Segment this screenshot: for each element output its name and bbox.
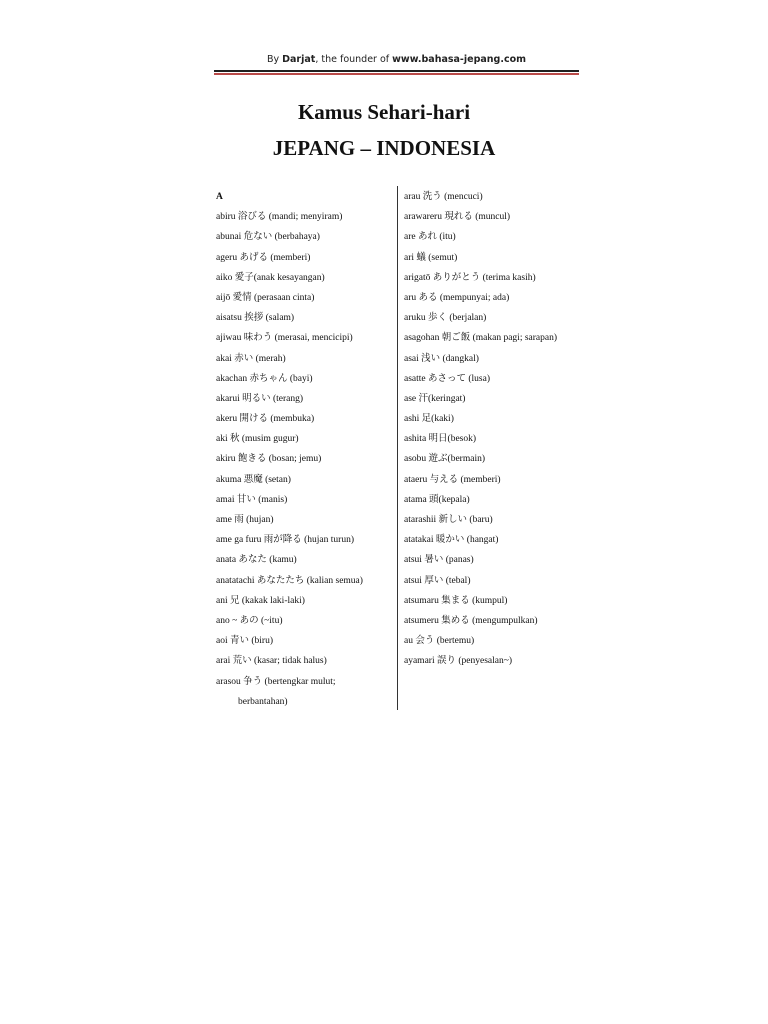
dictionary-entry: aiko 愛子(anak kesayangan) bbox=[216, 272, 325, 283]
header-by: By bbox=[266, 54, 283, 65]
dictionary-entry: ageru あげる (memberi) bbox=[216, 252, 311, 263]
header-site-link[interactable]: www.bahasa-jepang.com bbox=[392, 54, 527, 65]
dictionary-entry: arau 洗う (mencuci) bbox=[404, 192, 483, 202]
dictionary-entry: atarashii 新しい (baru) bbox=[404, 515, 493, 525]
dictionary-entry: ayamari 誤り (penyesalan~) bbox=[404, 656, 513, 667]
page-header bbox=[214, 54, 579, 65]
header-rule-red bbox=[214, 73, 579, 75]
dictionary-entry: akiru 飽きる (bosan; jemu) bbox=[216, 454, 322, 465]
dictionary-entry: akachan 赤ちゃん (bayi) bbox=[216, 373, 313, 384]
dictionary-entry: ari 蟻 (semut) bbox=[404, 252, 458, 263]
dictionary-entry: abunai 危ない (berbahaya) bbox=[216, 232, 320, 243]
dictionary-entry: asatte あさって (lusa) bbox=[404, 373, 491, 384]
dictionary-entry: akarui 明るい (terang) bbox=[216, 393, 304, 404]
dictionary-entry: abiru 浴びる (mandi; menyiram) bbox=[216, 212, 343, 223]
dictionary-entry: ataeru 与える (memberi) bbox=[404, 474, 501, 485]
dictionary-entry: atama 頭(kepala) bbox=[404, 494, 470, 505]
dictionary-entry: ame ga furu 雨が降る (hujan turun) bbox=[216, 535, 354, 546]
dictionary-entry: ashita 明日(besok) bbox=[404, 434, 477, 445]
dictionary-entry: akuma 悪魔 (setan) bbox=[216, 474, 291, 485]
header-mid: , the founder of bbox=[315, 54, 393, 65]
dictionary-entry: akai 赤い (merah) bbox=[216, 353, 286, 364]
dictionary-entry: atsumaru 集まる (kumpul) bbox=[404, 595, 508, 606]
dictionary-entry: aoi 青い (biru) bbox=[216, 636, 273, 647]
dictionary-entry: akeru 開ける (membuka) bbox=[216, 414, 315, 425]
dictionary-entry: aki 秋 (musim gugur) bbox=[216, 434, 299, 445]
dictionary-entry: ashi 足(kaki) bbox=[404, 414, 454, 425]
dictionary-entry: aruku 歩く (berjalan) bbox=[404, 313, 487, 324]
dictionary-entry: arasou 争う (bertengkar mulut; bbox=[216, 676, 336, 687]
dictionary-entry: ame 雨 (hujan) bbox=[216, 515, 274, 525]
dictionary-entry: arigatō ありがとう (terima kasih) bbox=[404, 272, 536, 283]
dictionary-entry: ano ~ あの (~itu) bbox=[216, 615, 283, 626]
page-subtitle: JEPANG – INDONESIA bbox=[272, 136, 496, 160]
dictionary-entry: ajiwau 味わう (merasai, mencicipi) bbox=[216, 333, 353, 344]
page-title: Kamus Sehari-hari bbox=[297, 100, 471, 124]
dictionary-entry-continued: berbantahan) bbox=[238, 696, 288, 707]
dictionary-entry: asai 浅い (dangkal) bbox=[404, 353, 479, 364]
dictionary-entry: aijō 愛情 (perasaan cinta) bbox=[216, 292, 315, 303]
dictionary-entry: anatatachi あなたたち (kalian semua) bbox=[216, 575, 363, 586]
section-letter: A bbox=[216, 192, 223, 202]
dictionary-entry: atsui 厚い (tebal) bbox=[404, 575, 471, 586]
dictionary-entry: asobu 遊ぶ(bermain) bbox=[404, 454, 485, 465]
right-column bbox=[404, 187, 584, 672]
header-author: Darjat bbox=[282, 54, 316, 65]
dictionary-entry: anata あなた (kamu) bbox=[216, 555, 297, 566]
dictionary-entry: are あれ (itu) bbox=[404, 232, 456, 243]
dictionary-entry: atsumeru 集める (mengumpulkan) bbox=[404, 615, 538, 626]
dictionary-entry: amai 甘い (manis) bbox=[216, 494, 288, 505]
column-divider bbox=[397, 186, 398, 710]
left-column bbox=[216, 187, 392, 712]
dictionary-entry: arawareru 現れる (muncul) bbox=[404, 212, 511, 223]
dictionary-entry: atatakai 暖かい (hangat) bbox=[404, 535, 499, 546]
dictionary-entry: ase 汗(keringat) bbox=[404, 393, 466, 404]
dictionary-entry: aru ある (mempunyai; ada) bbox=[404, 292, 510, 303]
dictionary-entry: atsui 暑い (panas) bbox=[404, 555, 474, 566]
dictionary-entry: ani 兄 (kakak laki-laki) bbox=[216, 595, 305, 606]
dictionary-entry: au 会う (bertemu) bbox=[404, 636, 475, 647]
dictionary-entry: arai 荒い (kasar; tidak halus) bbox=[216, 656, 327, 667]
header-rule-dark bbox=[214, 70, 579, 72]
dictionary-entry: aisatsu 挨拶 (salam) bbox=[216, 313, 295, 324]
dictionary-entry: asagohan 朝ご飯 (makan pagi; sarapan) bbox=[404, 333, 558, 344]
